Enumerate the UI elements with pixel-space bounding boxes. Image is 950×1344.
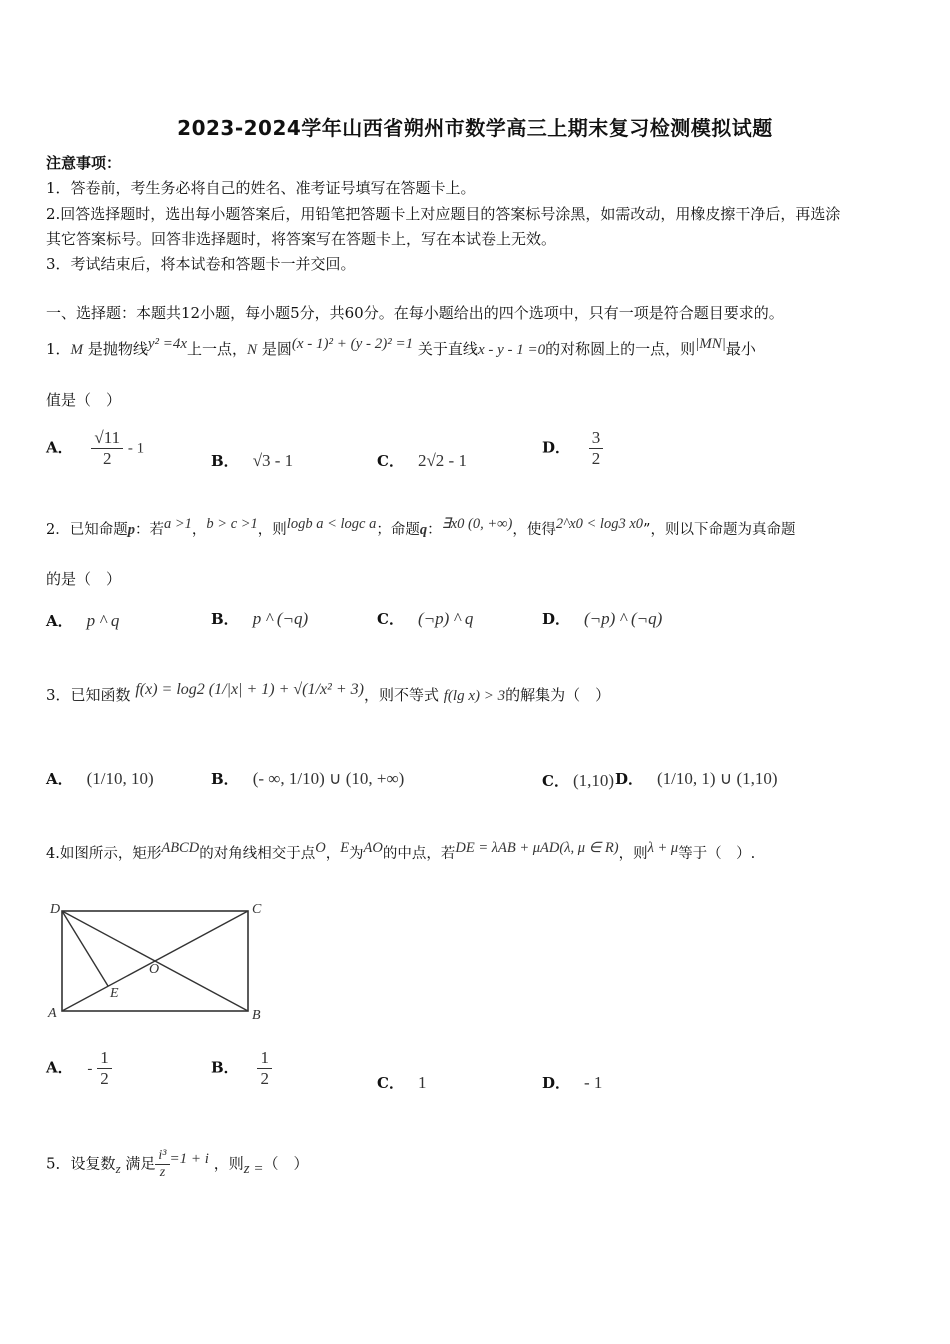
q3-math-ineq: f(lg x) > 3 [443, 688, 506, 704]
fraction-numerator: √11 [91, 428, 123, 449]
option-label: C． [377, 610, 404, 628]
q5-text: 设复数 [70, 1154, 116, 1173]
option-value: p ^ (¬q) [252, 609, 309, 628]
q3-option-b[interactable] [211, 768, 404, 789]
q5-text: ，则 [213, 1154, 244, 1173]
q1-text: 是抛物线 [87, 340, 148, 358]
q1-option-d[interactable] [542, 428, 603, 469]
q4-math-ao: AO [363, 840, 383, 856]
option-label: C． [377, 452, 404, 470]
fraction [155, 1148, 169, 1181]
option-value: (- ∞, 1/10) ∪ (10, +∞) [252, 769, 405, 788]
fraction-numerator: 1 [257, 1048, 272, 1069]
q2-option-b[interactable] [211, 608, 308, 629]
option-label: C． [542, 772, 569, 790]
q2-text: ：若 [134, 522, 164, 538]
option-label: A． [46, 1058, 73, 1077]
q4-text: 如图所示，矩形 [59, 846, 162, 862]
q2-text: 已知命题 [69, 522, 128, 538]
q1-text: 最小 [725, 340, 756, 358]
option-value: (1/10, 10) [86, 769, 154, 788]
option-label: D． [542, 438, 571, 457]
label-d: D [50, 902, 61, 917]
q1-option-a[interactable] [46, 428, 144, 469]
page-title: 2023-2024学年山西省朔州市数学高三上期末复习检测模拟试题 [177, 116, 773, 140]
option-label: A． [46, 438, 73, 457]
label-a: A [48, 1006, 57, 1021]
q1-math-circle: (x - 1)² + (y - 2)² =1 [291, 336, 414, 352]
option-value: (1,10) [572, 771, 615, 790]
notice-heading: 注意事项： [46, 154, 122, 172]
option-label: B． [211, 770, 239, 788]
q4-option-a[interactable] [46, 1048, 112, 1089]
q4-option-c[interactable] [377, 1072, 426, 1093]
q3-option-a[interactable] [46, 768, 154, 789]
option-label: C． [377, 1074, 404, 1092]
q2-option-d[interactable] [542, 608, 662, 629]
q1-math-line: x - y - 1 =0 [477, 342, 546, 358]
q4-number: 4. [46, 846, 60, 862]
option-label: D． [542, 610, 571, 628]
q2-math-log: logb a < logc a [286, 516, 377, 532]
notice-item-3: 3．考试结束后，将本试卷和答题卡一并交回。 [46, 255, 356, 273]
option-label: B． [211, 1058, 239, 1077]
fraction [91, 428, 123, 469]
option-value: - 1 [584, 1073, 603, 1092]
q4-math-vector: DE = λAB + μAD(λ, μ ∈ R) [455, 840, 619, 856]
q4-math-e: E [340, 840, 350, 856]
option-value: p ^ q [86, 611, 120, 630]
fraction-numerator: 1 [97, 1048, 112, 1069]
q1-math-mn: |MN| [695, 336, 726, 352]
q3-number: 3． [46, 686, 71, 704]
label-o: O [149, 962, 160, 977]
q3-math-function: f(x) = log2 (1/|x| + 1) + √(1/x² + 3) [135, 681, 364, 698]
option-value: 1 [417, 1073, 427, 1092]
q3-text: 已知函数 [70, 686, 131, 704]
q1-text: 上一点， [187, 340, 248, 358]
q3-option-c[interactable] [542, 770, 614, 791]
q1-math-m: M [70, 342, 84, 358]
fraction-denominator: 2 [591, 449, 601, 468]
q5-math-z: z [115, 1160, 121, 1176]
q1-math-n: N [247, 342, 258, 358]
q2-text: ，使得 [512, 522, 556, 538]
q2-option-c[interactable] [377, 608, 473, 629]
option-label: D． [542, 1074, 571, 1092]
question-4: 4.如图所示，矩形ABCD的对角线相交于点O，E为AO的中点，若DE = λAB + μAD(λ, μ ∈ R)，则λ + μ等于（ ）. [46, 840, 756, 862]
q1-text: 的对称圆上的一点，则 [545, 340, 696, 358]
fraction [589, 428, 604, 469]
label-e: E [110, 986, 119, 1001]
q2-text: ： [427, 522, 442, 538]
q4-text: 为 [349, 846, 364, 862]
q3-text: 的解集为（ ） [505, 686, 611, 704]
q2-option-a[interactable] [46, 610, 119, 631]
option-label: A． [46, 770, 73, 788]
q3-text: ，则不等式 [363, 686, 439, 704]
q5-math-z-eq: z = [243, 1160, 264, 1177]
fraction-numerator: i³ [155, 1148, 169, 1165]
q1-number: 1． [46, 340, 71, 358]
q3-option-d[interactable] [615, 768, 778, 789]
q4-text: 等于（ ）. [678, 846, 756, 862]
label-c: C [252, 902, 262, 917]
question-2: 2．已知命题p：若a >1，b > c >1，则logb a < logc a；命题q：∃x0 (0, +∞)，使得2^x0 < log3 x0”，则以下命题为真命题 [46, 516, 796, 538]
q2-math-bc: b > c >1 [206, 516, 258, 532]
q2-p: p [127, 522, 135, 538]
option-sign: - [87, 1060, 93, 1077]
q1-text: 关于直线 [417, 340, 478, 358]
option-label: D． [615, 770, 644, 788]
q2-number: 2． [46, 522, 70, 538]
option-label: B． [211, 452, 239, 470]
q1-math-parabola: y² =4x [147, 336, 188, 352]
option-value: - 1 [127, 440, 145, 457]
q2-text: ，则 [257, 522, 287, 538]
question-3 [46, 681, 611, 705]
fraction-denominator: 2 [103, 449, 112, 468]
option-value: √3 - 1 [252, 451, 294, 470]
q5-text: 满足 [125, 1154, 156, 1173]
q5-math-eq: =1 + i [169, 1150, 209, 1167]
question-1 [46, 338, 756, 359]
fraction-denominator: z [159, 1165, 166, 1180]
q4-option-b[interactable] [211, 1048, 272, 1089]
q2-math-a: a >1 [163, 516, 192, 532]
fraction [257, 1048, 272, 1089]
q1-option-b[interactable] [211, 450, 293, 471]
q1-text: 是圆 [261, 340, 292, 358]
q1-line2: 值是（ ） [46, 391, 122, 409]
fraction-denominator: 2 [100, 1069, 109, 1088]
notice-item-2-cont: 其它答案标号。回答非选择题时，将答案写在答题卡上，写在本试卷上无效。 [46, 230, 557, 248]
option-value: (1/10, 1) ∪ (1,10) [657, 769, 778, 788]
option-value: 2√2 - 1 [417, 451, 467, 470]
section-heading: 一、选择题：本题共12小题，每小题5分，共60分。在每小题给出的四个选项中，只有一项是符合题目要求的。 [46, 304, 784, 322]
rectangle-figure [46, 897, 276, 1027]
notice-item-1: 1．答卷前，考生务必将自己的姓名、准考证号填写在答题卡上。 [46, 179, 476, 197]
option-label: B． [211, 610, 239, 628]
q4-text: 的中点，若 [382, 846, 456, 862]
fraction-numerator: 3 [589, 428, 604, 449]
q4-math-o: O [315, 840, 326, 856]
q4-math-sum: λ + μ [647, 840, 679, 856]
q2-line2: 的是（ ） [46, 570, 122, 588]
q4-text: ，则 [618, 846, 648, 862]
segment-de [62, 911, 108, 986]
label-b: B [252, 1008, 261, 1023]
q2-math-ineq: 2^x0 < log3 x0 [555, 516, 644, 532]
q5-number: 5． [46, 1154, 71, 1173]
q4-option-d[interactable] [542, 1072, 602, 1093]
q2-text: ”，则以下命题为真命题 [643, 522, 796, 538]
q5-text: （ ） [263, 1154, 309, 1173]
option-label: A． [46, 612, 73, 630]
q2-math-exists: ∃x0 (0, +∞) [441, 516, 513, 532]
q2-q: q [419, 522, 428, 538]
q4-text: 的对角线相交于点 [199, 846, 316, 862]
notice-item-2: 2.回答选择题时，选出每小题答案后，用铅笔把答题卡上对应题目的答案标号涂黑，如需改动，用橡皮擦干净后，再选涂 [46, 205, 841, 223]
fraction [97, 1048, 112, 1089]
option-value: (¬p) ^ q [417, 609, 474, 628]
q4-math-abcd: ABCD [161, 840, 200, 856]
q1-option-c[interactable] [377, 450, 467, 471]
fraction-denominator: 2 [260, 1069, 269, 1088]
question-5 [46, 1148, 308, 1181]
option-value: (¬p) ^ (¬q) [584, 609, 663, 628]
q2-text: ；命题 [376, 522, 420, 538]
